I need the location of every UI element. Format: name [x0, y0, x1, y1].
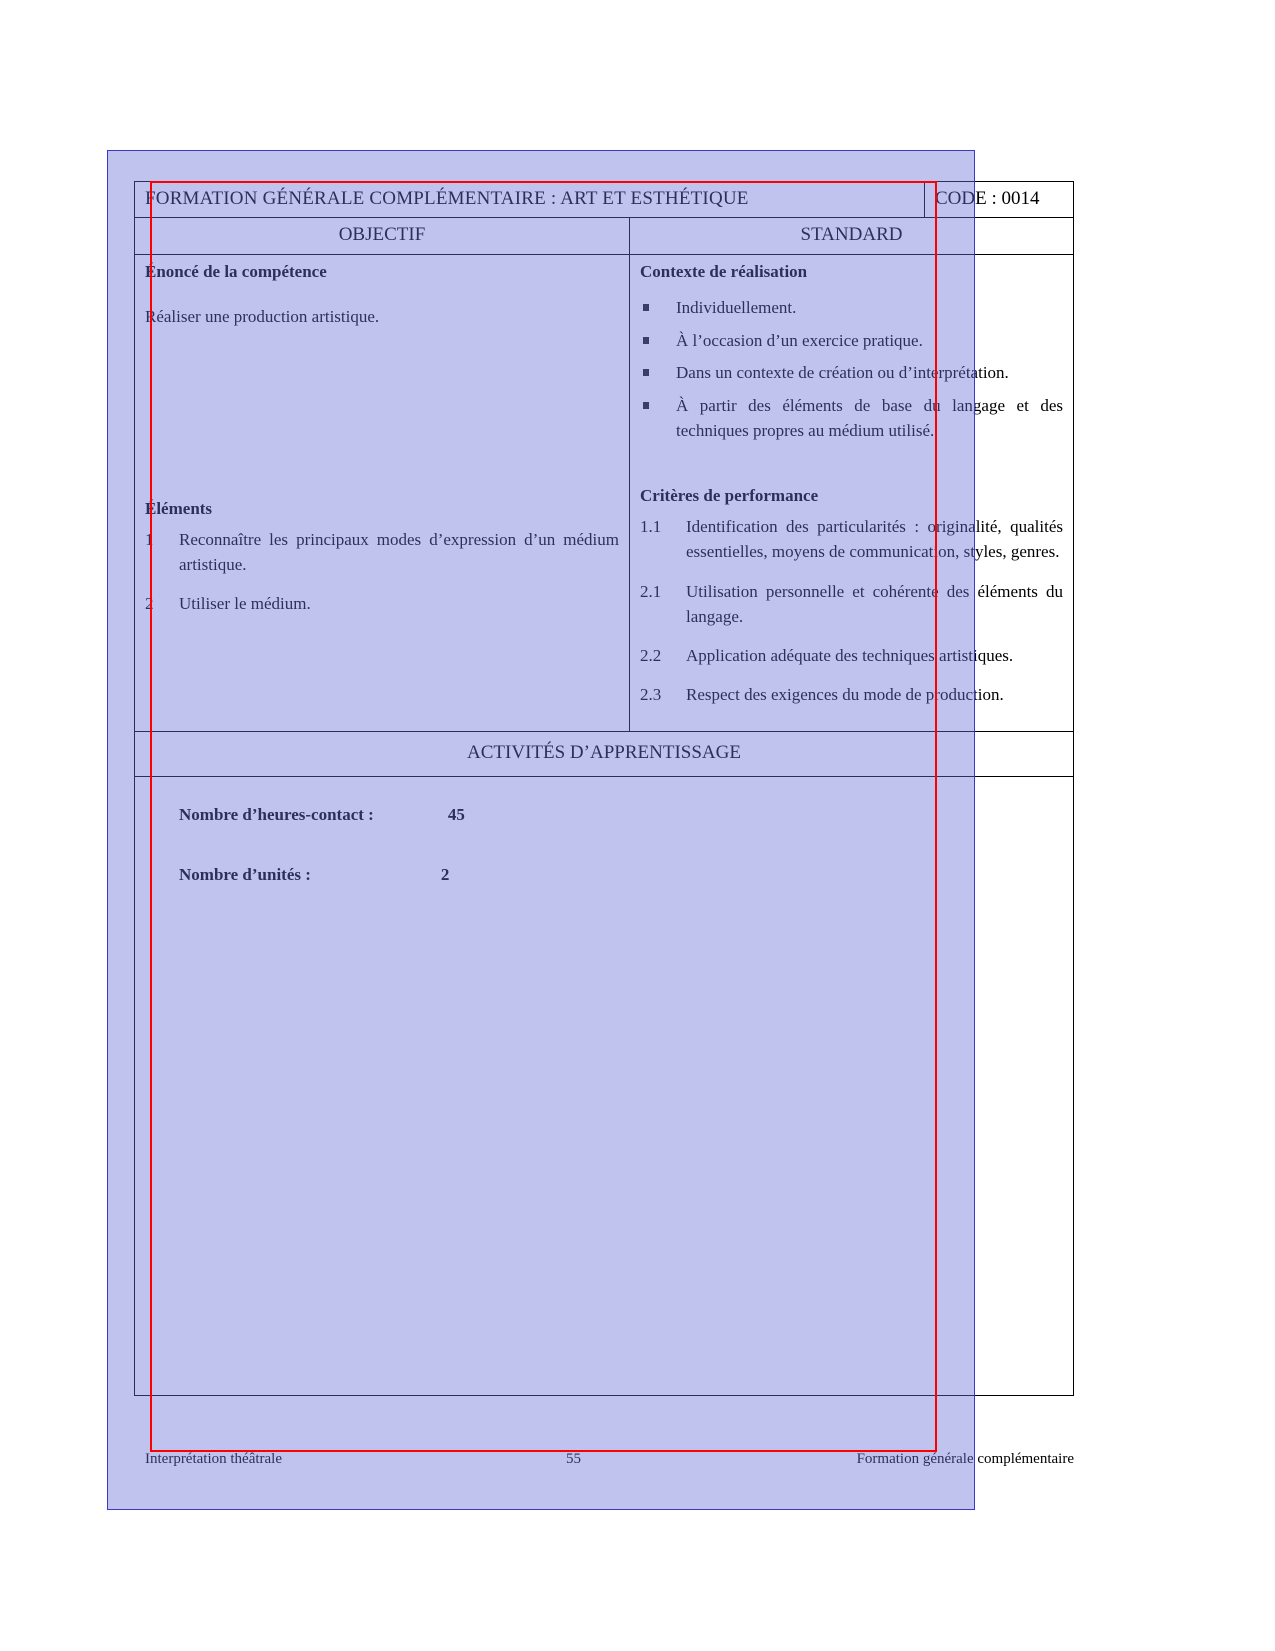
hours-contact-value: 45 [447, 805, 465, 825]
criterion-number: 2.3 [640, 684, 662, 704]
criterion-number: 2.2 [640, 645, 662, 665]
criteres-heading: Critères de performance [640, 486, 819, 506]
table-row-content [135, 255, 1074, 732]
units-label: Nombre d’unités : [179, 865, 311, 885]
list-item [145, 527, 619, 591]
elements-list [145, 527, 619, 630]
criterion-text: Application adéquate des techniques artistiques. [686, 645, 1014, 665]
activities-heading: ACTIVITÉS D’APPRENTISSAGE [135, 732, 1074, 777]
list-item [640, 579, 1063, 643]
document-title: FORMATION GÉNÉRALE COMPLÉMENTAIRE : ART ET ESTHÉTIQUE [135, 182, 925, 218]
objectif-cell [135, 255, 630, 732]
hours-contact-label: Nombre d’heures-contact : [179, 805, 374, 825]
list-item: Dans un contexte de création ou d’interprétation. [640, 361, 1063, 386]
element-number: 2 [145, 593, 154, 613]
list-item [640, 514, 1063, 578]
competency-table [134, 181, 1074, 1396]
list-item: Individuellement. [640, 296, 1063, 321]
list-item [640, 643, 1063, 682]
criterion-text: Identification des particularités : originalité, qualités essentielles, moyens de communication, styles, genres. [686, 517, 1063, 562]
list-item [640, 682, 1063, 721]
list-item: À l’occasion d’un exercice pratique. [640, 329, 1063, 354]
units-row [145, 845, 1073, 905]
hours-contact-row [145, 785, 1073, 845]
element-text: Utiliser le médium. [179, 593, 311, 613]
table-row-activities-header [135, 732, 1074, 777]
element-number: 1 [145, 529, 154, 549]
activities-cell [135, 777, 1074, 1396]
criterion-number: 1.1 [640, 517, 662, 537]
list-item: À partir des éléments de base du langage et des techniques propres au médium utilisé. [640, 394, 1063, 443]
list-item [145, 591, 619, 630]
contexte-heading: Contexte de réalisation [640, 262, 808, 281]
table-row-column-headers [135, 218, 1074, 255]
spacer [145, 330, 619, 498]
units-value: 2 [440, 865, 450, 885]
footer-left-text: Interprétation théâtrale [145, 1451, 283, 1467]
contexte-list [640, 296, 1063, 443]
standard-cell [630, 255, 1074, 732]
column-header-standard: STANDARD [630, 218, 1074, 255]
column-header-objectif: OBJECTIF [135, 218, 630, 255]
spacer [145, 282, 619, 304]
criterion-text: Utilisation personnelle et cohérente des éléments du langage. [686, 581, 1063, 626]
criteria-list [640, 514, 1063, 721]
criterion-number: 2.1 [640, 581, 662, 601]
table-row-activities-body [135, 777, 1074, 1396]
footer-page-number: 55 [566, 1451, 581, 1467]
document-code: CODE : 0014 [925, 182, 1074, 218]
footer-right-text: Formation générale complémentaire [856, 1451, 1074, 1467]
criterion-text: Respect des exigences du mode de production. [686, 684, 1004, 704]
spacer [640, 451, 1063, 485]
objectif-heading: Énoncé de la compétence [145, 262, 327, 281]
objectif-statement: Réaliser une production artistique. [145, 307, 380, 326]
element-text: Reconnaître les principaux modes d’expression d’un médium artistique. [179, 529, 619, 574]
elements-heading: Éléments [145, 498, 213, 518]
table-row-title [135, 182, 1074, 218]
